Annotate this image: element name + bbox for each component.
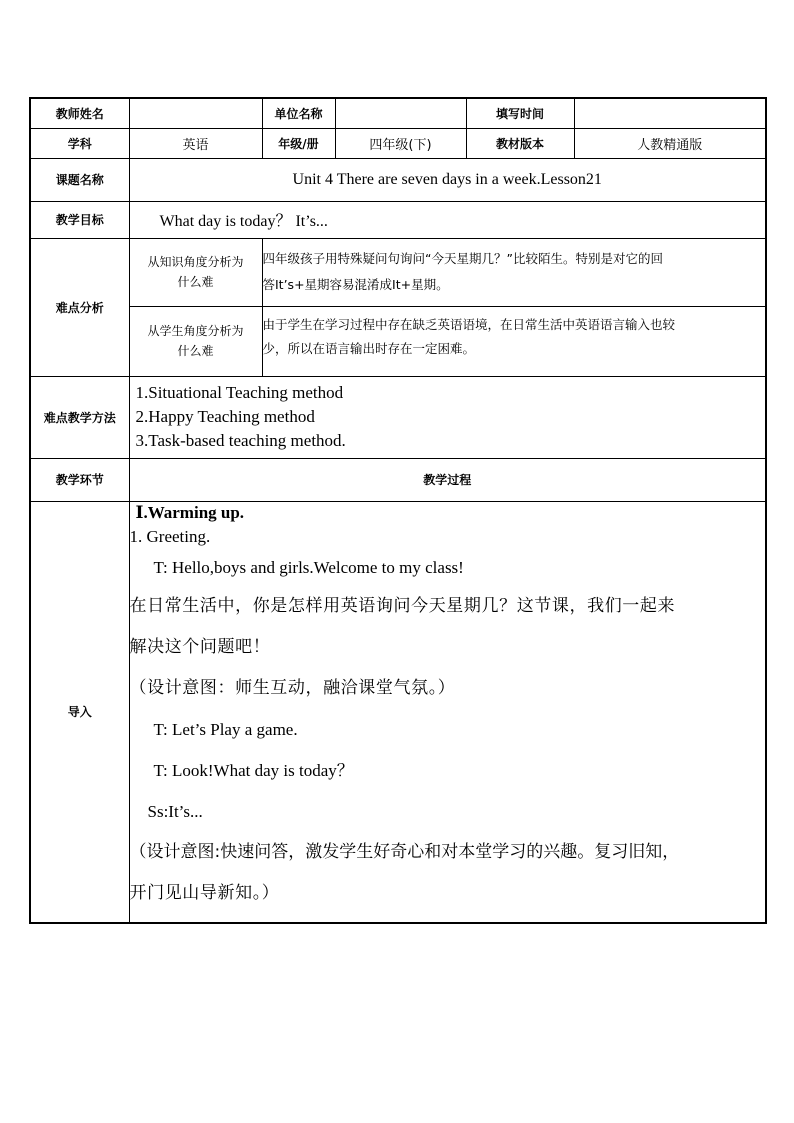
knowledge-angle-label-line2: 什么难: [177, 275, 214, 289]
intro-row: [30, 501, 766, 923]
lesson-title-value: Unit 4 There are seven days in a week.Lesson21: [129, 158, 766, 201]
knowledge-angle-label: [129, 238, 262, 306]
student-angle-label-line1: 从学生角度分析为: [147, 324, 244, 338]
intro-line: （设计意图：师生互动，融洽课堂气氛。）: [129, 677, 456, 698]
knowledge-angle-text-line2: 答It’s+星期容易混淆成It+星期。: [262, 277, 449, 292]
intro-label: 导入: [30, 501, 129, 923]
intro-line: 开门见山导新知。）: [129, 882, 280, 903]
student-angle-label: [129, 306, 262, 376]
teacher-name-label: 教师姓名: [30, 98, 129, 128]
grade-value: 四年级(下): [335, 128, 466, 158]
knowledge-angle-text: [262, 238, 766, 306]
lesson-title-label: 课题名称: [30, 158, 129, 201]
student-angle-label-line2: 什么难: [177, 344, 214, 358]
subject-value: 英语: [129, 128, 262, 158]
unit-name-value: [335, 98, 466, 128]
unit-name-label: 单位名称: [262, 98, 335, 128]
subject-label: 学科: [30, 128, 129, 158]
goal-row: [30, 201, 766, 238]
grade-label: 年级/册: [262, 128, 335, 158]
intro-line: T: Hello,boys and girls.Welcome to my class!: [153, 557, 464, 577]
edition-value: 人教精通版: [574, 128, 766, 158]
method-item: 2.Happy Teaching method: [135, 407, 315, 426]
difficulty-label: 难点分析: [30, 238, 129, 376]
warming-up-heading: Ⅰ.Warming up.: [135, 502, 245, 522]
method-list: [129, 376, 766, 458]
student-angle-text-line2: 少，所以在语言输出时存在一定困难。: [262, 340, 476, 356]
intro-line: 在日常生活中，你是怎样用英语询问今天星期几？这节课，我们一起来: [129, 595, 676, 616]
lesson-plan-table: [29, 97, 767, 924]
process-label: 教学过程: [129, 458, 766, 501]
difficulty-student-row: [30, 306, 766, 376]
edition-label: 教材版本: [466, 128, 574, 158]
student-angle-text-line1: 由于学生在学习过程中存在缺乏英语语境，在日常生活中英语语言输入也较: [262, 316, 676, 332]
intro-line: 解决这个问题吧！: [129, 636, 271, 657]
student-angle-text: [262, 306, 766, 376]
goal-value: What day is today？ It’s...: [129, 201, 766, 238]
intro-line: T: Let’s Play a game.: [153, 719, 298, 739]
subject-row: [30, 128, 766, 158]
knowledge-angle-text-line1: 四年级孩子用特殊疑问句询问“今天星期几？”比较陌生。特别是对它的回: [262, 251, 663, 266]
intro-line: Ss:It’s...: [147, 801, 203, 821]
teacher-info-row: [30, 98, 766, 128]
teacher-name-value: [129, 98, 262, 128]
difficulty-knowledge-row: [30, 238, 766, 306]
fill-time-label: 填写时间: [466, 98, 574, 128]
fill-time-value: [574, 98, 766, 128]
intro-content: [129, 501, 766, 923]
method-row: [30, 376, 766, 458]
knowledge-angle-label-line1: 从知识角度分析为: [147, 255, 244, 269]
intro-line: （设计意图:快速问答，激发学生好奇心和对本堂学习的兴趣。复习旧知，: [129, 841, 680, 862]
method-label: 难点教学方法: [30, 376, 129, 458]
intro-line: 1. Greeting.: [129, 526, 211, 546]
method-item: 3.Task-based teaching method.: [135, 431, 346, 450]
stage-label: 教学环节: [30, 458, 129, 501]
lesson-title-row: [30, 158, 766, 201]
stage-header-row: [30, 458, 766, 501]
goal-label: 教学目标: [30, 201, 129, 238]
intro-line: T: Look!What day is today？: [153, 760, 354, 780]
method-item: 1.Situational Teaching method: [135, 383, 344, 402]
